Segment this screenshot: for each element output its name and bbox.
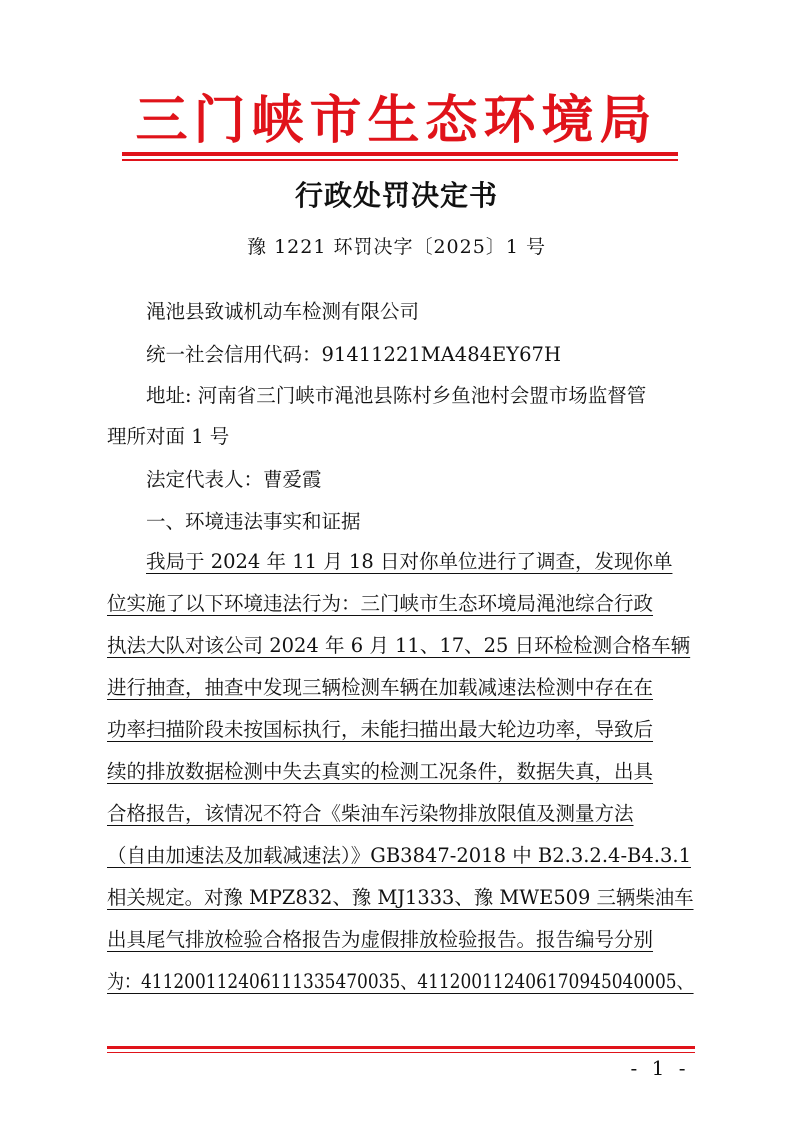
paragraph-line: 相关规定。对豫 MPZ832、豫 MJ1333、豫 MWE509 三辆柴油车: [107, 886, 694, 909]
paragraph-line: 合格报告，该情况不符合《柴油车污染物排放限值及测量方法: [107, 802, 634, 825]
paragraph-line: 为：411200112406111335470035、411200112406170945040005、: [107, 970, 694, 993]
paragraph-line: 进行抽查，抽查中发现三辆检测车辆在加载减速法检测中存在在: [107, 676, 654, 699]
page-number: - 1 -: [630, 1056, 690, 1080]
paragraph-line: 执法大队对该公司 2024 年 6 月 11、17、25 日环检检测合格车辆: [107, 634, 691, 657]
paragraph-line: 出具尾气排放检验合格报告为虚假排放检验报告。报告编号分别: [107, 928, 654, 951]
header-rule-thick: [122, 152, 678, 156]
footer-rule-thin: [107, 1052, 695, 1053]
party-name: 渑池县致诚机动车检测有限公司: [146, 300, 420, 323]
document-title: 行政处罚决定书: [294, 179, 498, 212]
section1-heading: 一、环境违法事实和证据: [146, 510, 361, 533]
footer-rule-thick: [107, 1046, 695, 1049]
paragraph-line: 位实施了以下环境违法行为：三门峡市生态环境局渑池综合行政: [107, 592, 654, 615]
document-number: 豫 1221 环罚决字〔2025〕1 号: [247, 236, 546, 258]
party-legal-rep: 法定代表人：曹爱霞: [146, 468, 322, 491]
paragraph-line: 我局于 2024 年 11 月 18 日对你单位进行了调查，发现你单: [146, 550, 673, 573]
party-address-line2: 理所对面 1 号: [107, 425, 230, 448]
party-credit-code: 统一社会信用代码：91411221MA484EY67H: [146, 343, 561, 366]
paragraph-line: 功率扫描阶段未按国标执行，未能扫描出最大轮边功率，导致后: [107, 718, 654, 741]
header-rule-thin: [122, 159, 678, 161]
party-address-line1: 地址: 河南省三门峡市渑池县陈村乡鱼池村会盟市场监督管: [146, 384, 647, 407]
paragraph-line: （自由加速法及加载减速法）》GB3847-2018 中 B2.3.2.4-B4.3.1: [107, 844, 691, 867]
paragraph-line: 续的排放数据检测中失去真实的检测工况条件，数据失真，出具: [107, 760, 654, 783]
agency-header: 三门峡市生态环境局: [135, 90, 658, 151]
